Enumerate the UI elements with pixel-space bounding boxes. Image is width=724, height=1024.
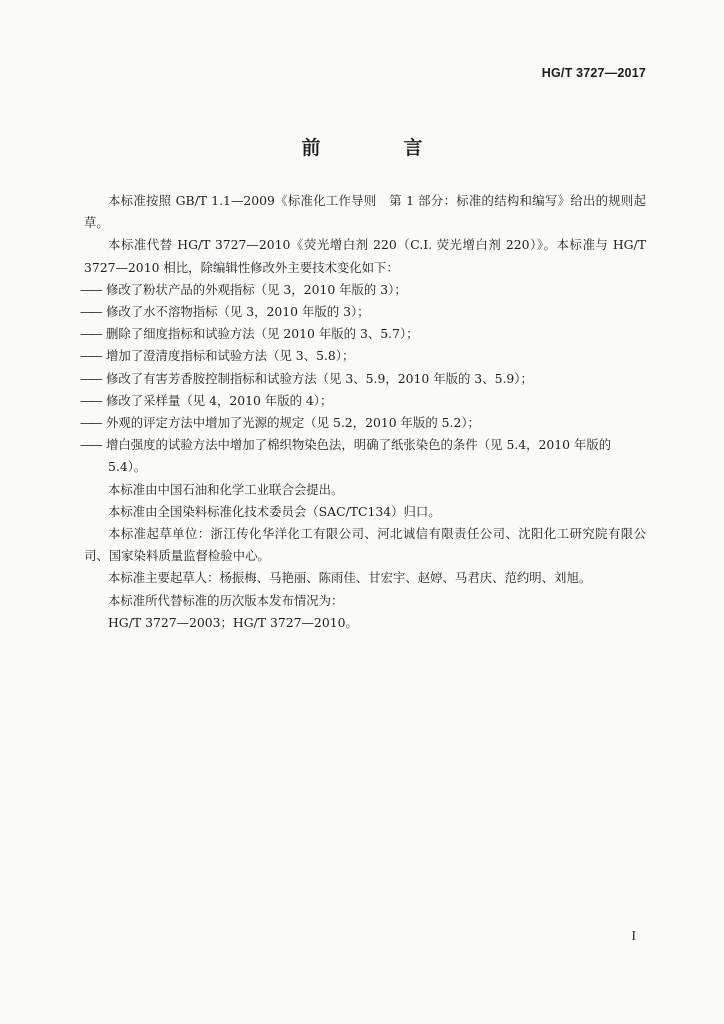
paragraph-drafters: 本标准主要起草人：杨振梅、马艳丽、陈雨佳、甘宏宇、赵婷、马君庆、范约明、刘旭。 (108, 570, 592, 586)
dash-mark: —— (80, 437, 101, 453)
list-item-text: 外观的评定方法中增加了光源的规定（见 5.2，2010 年版的 5.2）； (106, 415, 480, 431)
list-item (80, 434, 646, 478)
list-item (80, 368, 646, 390)
page-title: 前 言 (301, 137, 455, 159)
dash-mark: —— (80, 304, 101, 320)
dash-mark: —— (80, 392, 101, 408)
paragraph-drafting-rules: 本标准按照 GB/T 1.1—2009《标准化工作导则 第 1 部分：标准的结构和编写》给出的规则起草。 (84, 193, 646, 231)
dash-mark: —— (80, 415, 101, 431)
list-item (80, 345, 646, 367)
list-item-text: 修改了粉状产品的外观指标（见 3，2010 年版的 3）； (106, 281, 407, 297)
list-item (80, 301, 646, 323)
list-item-text: 修改了有害芳香胺控制指标和试验方法（见 3、5.9，2010 年版的 3、5.9）； (106, 370, 533, 386)
list-item-text: 修改了水不溶物指标（见 3，2010 年版的 3）； (106, 304, 370, 320)
list-item (80, 412, 646, 434)
standard-code: HG/T 3727—2017 (541, 66, 646, 80)
page-number: I (631, 929, 636, 944)
list-item-text: 增白强度的试验方法中增加了棉织物染色法，明确了纸张染色的条件（见 5.4，2010 年版的 5.4）。 (106, 437, 612, 475)
changes-list (80, 279, 646, 479)
paragraph-history-intro: 本标准所代替标准的历次版本发布情况为： (108, 592, 344, 608)
list-item-text: 删除了细度指标和试验方法（见 2010 年版的 3、5.7）； (106, 326, 419, 342)
list-item (80, 279, 646, 301)
paragraph-history-versions: HG/T 3727—2003；HG/T 3727—2010。 (108, 614, 358, 630)
list-item (80, 323, 646, 345)
paragraph-replacement: 本标准代替 HG/T 3727—2010《荧光增白剂 220（C.I. 荧光增白剂 220）》。本标准与 HG/T 3727—2010 相比，除编辑性修改外主要技术变化如下： (84, 237, 646, 275)
dash-mark: —— (80, 348, 101, 364)
list-item-text: 修改了采样量（见 4，2010 年版的 4）； (106, 392, 333, 408)
dash-mark: —— (80, 326, 101, 342)
dash-mark: —— (80, 281, 101, 297)
list-item (80, 390, 646, 412)
document-body (80, 190, 646, 634)
dash-mark: —— (80, 370, 101, 386)
paragraph-committee: 本标准由全国染料标准化技术委员会（SAC/TC134）归口。 (108, 503, 441, 519)
list-item-text: 增加了澄清度指标和试验方法（见 3、5.8）； (106, 348, 355, 364)
paragraph-drafting-units: 本标准起草单位：浙江传化华洋化工有限公司、河北诚信有限责任公司、沈阳化工研究院有限公司、国家染料质量监督检验中心。 (84, 526, 646, 564)
paragraph-proposer: 本标准由中国石油和化学工业联合会提出。 (108, 481, 344, 497)
